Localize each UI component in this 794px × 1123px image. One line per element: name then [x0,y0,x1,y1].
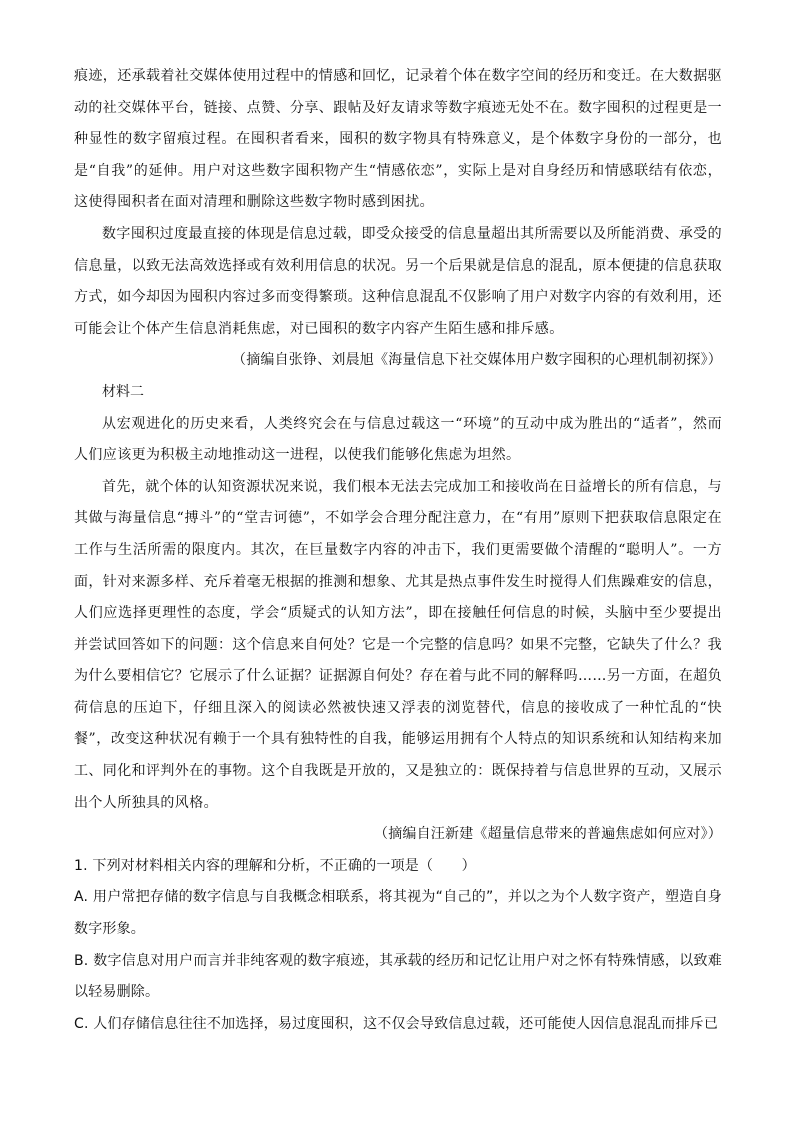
material-two-heading: 材料二 [102,383,144,400]
material-one-paragraph-2: 数字囤积过度最直接的体现是信息过载，即受众接受的信息量超出其所需要以及所能消费、承受的信息量，以致无法高效选择或有效利用信息的状况。另一个后果就是信息的混乱，原本便捷的信息获取方式，如今却因为囤积内容过多而变得繁琐。这种信息混乱不仅影响了用户对数字内容的有效利用，还可能会让个体产生信息消耗焦虑，对已囤积的数字内容产生陌生感和排斥感。 [74,225,722,337]
question-1-stem: 1. 下列对材料相关内容的理解和分析，不正确的一项是（ ） [74,857,476,874]
question-1-option-b: B. 数字信息对用户而言并非纯客观的数字痕迹，其承载的经历和记忆让用户对之怀有特殊情感，以致难以轻易删除。 [74,952,722,1001]
material-two-paragraph-1: 从宏观进化的历史来看，人类终究会在与信息过载这一“环境”的互动中成为胜出的“适者”，然而人们应该更为积极主动地推动这一进程，以使我们能够化焦虑为坦然。 [74,415,722,464]
material-two-paragraph-2: 首先，就个体的认知资源状况来说，我们根本无法去完成加工和接收尚在日益增长的所有信息，与其做与海量信息“搏斗”的“堂吉诃德”，不如学会合理分配注意力，在“有用”原则下把获取信息限定在工作与生活所需的限度内。其次，在巨量数字内容的冲击下，我们更需要做个清醒的“聪明人”。一方面，针对来源多样、充斥着毫无根据的推测和想象、尤其是热点事件发生时搅得人们焦躁难安的信息，人们应选择更理性的态度，学会“质疑式的认知方法”，即在接触任何信息的时候，头脑中至少要提出并尝试回答如下的问题：这个信息来自何处？它是一个完整的信息吗？如果不完整，它缺失了什么？我为什么要相信它？它展示了什么证据？证据源自何处？存在着与此不同的解释吗……另一方面，在超负荷信息的压迫下，仔细且深入的阅读必然被快速又浮表的浏览替代，信息的接收成了一种忙乱的“快餐”，改变这种状况有赖于一个具有独特性的自我，能够运用拥有个人特点的知识系统和认知结构来加工、同化和评判外在的事物。这个自我既是开放的，又是独立的：既保持着与信息世界的互动，又展示出个人所独具的风格。 [74,478,722,811]
question-1-option-c: C. 人们存储信息往往不加选择，易过度囤积，这不仅会导致信息过载，还可能使人因信息混乱而排斥已 [74,1015,719,1032]
material-one-paragraph-1: 痕迹，还承载着社交媒体使用过程中的情感和回忆，记录着个体在数字空间的经历和变迁。在大数据驱动的社交媒体平台，链接、点赞、分享、跟帖及好友请求等数字痕迹无处不在。数字囤积的过程更是一种显性的数字留痕过程。在囤积者看来，囤积的数字物具有特殊意义，是个体数字身份的一部分，也是“自我”的延伸。用户对这些数字囤积物产生“情感依恋”，实际上是对自身经历和情感联结有依恋，这使得囤积者在面对清理和删除这些数字物时感到困扰。 [74,68,722,211]
question-1-option-a: A. 用户常把存储的数字信息与自我概念相联系，将其视为“自己的”，并以之为个人数字资产，塑造自身数字形象。 [74,889,722,938]
material-two-source: （摘编自汪新建《超量信息带来的普遍焦虑如何应对》） [374,826,722,843]
page-content [74,61,722,1040]
material-one-source: （摘编自张铮、刘晨旭《海量信息下社交媒体用户数字囤积的心理机制初探》） [232,352,722,369]
